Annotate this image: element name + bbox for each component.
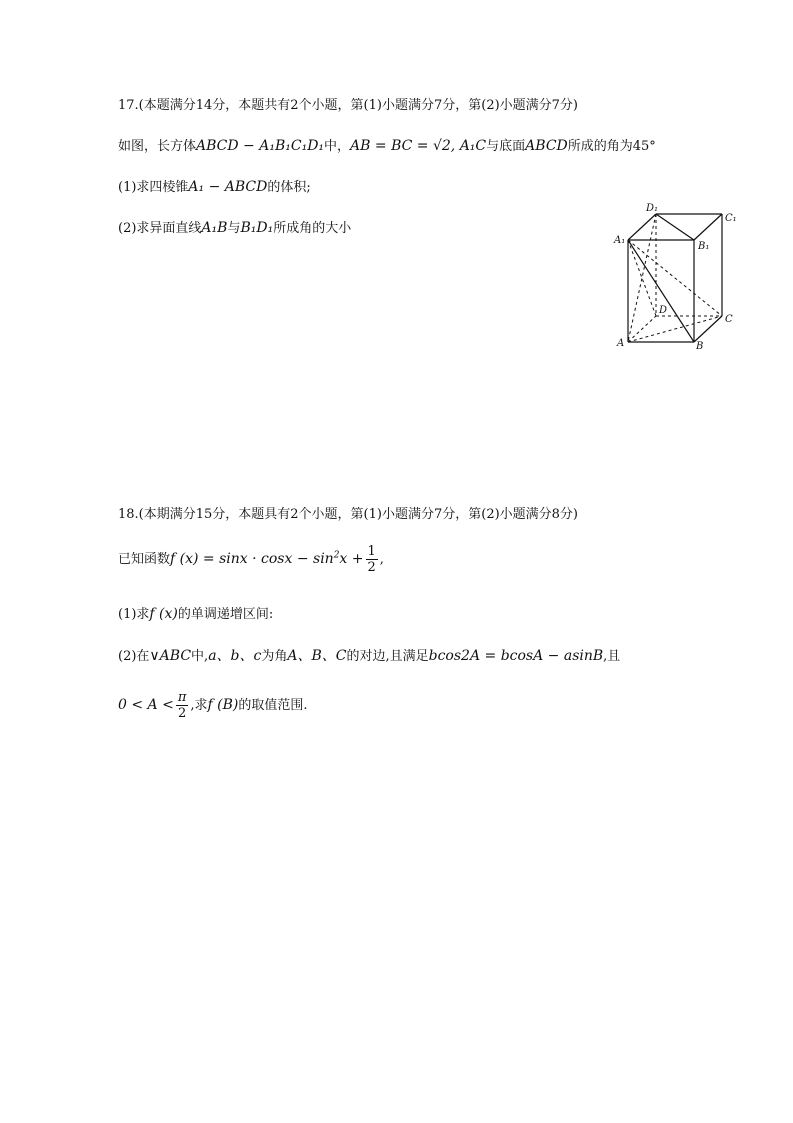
q18-p1-fx: f (x): [149, 606, 178, 622]
q18-p1-prefix: (1)求: [118, 607, 150, 622]
edge-a1-d1: [628, 214, 656, 240]
label-c: C: [725, 314, 733, 325]
q18-stem-fx: f (x) = sinx · cosx − sin: [170, 551, 334, 567]
q17-p2-prefix: (2)求异面直线: [118, 221, 202, 236]
q18-stem-square: 2: [333, 550, 340, 561]
q18-p3-fraction: [176, 690, 189, 721]
q18-p3-mid: ,求: [190, 698, 208, 713]
hidden-segment-d1-a: [628, 214, 656, 342]
q18-p3-inequality: 0 < A <: [118, 697, 174, 713]
segment-a1-b: [628, 240, 694, 342]
label-b: B: [696, 341, 704, 350]
q18-p2-angles: A、B、C: [287, 648, 347, 664]
q17-p2-suffix: 所成角的大小: [273, 221, 352, 236]
q17-part2: [118, 219, 351, 238]
q17-p2-mid: 与: [227, 221, 241, 236]
q17-p2-line2: B₁D₁: [240, 220, 274, 236]
q17-stem-base: ABCD: [525, 138, 568, 154]
q18-part2-cont: [118, 690, 308, 721]
q18-header: 18.(本期满分15分，本题具有2个小题，第(1)小题满分7分，第(2)小题满分8分): [118, 507, 579, 522]
q18-stem-end: ,: [379, 552, 384, 567]
q18-p2-mid1: 中,: [191, 649, 209, 664]
q17-stem-prefix: 如图，长方体: [118, 139, 197, 154]
q18-stem-fraction: [366, 544, 378, 575]
q18-part1: [118, 605, 273, 624]
q18-stem-numerator: 1: [367, 544, 376, 559]
q18-p3-end: 的取值范围.: [238, 698, 308, 713]
q18-p1-suffix: 的单调递增区间:: [177, 607, 274, 622]
q18-p2-mid2: 为角: [261, 649, 288, 664]
q18-stem-x: x +: [339, 551, 364, 567]
q17-p1-suffix: 的体积;: [267, 180, 311, 195]
q17-stem-mid: 中，: [324, 139, 351, 154]
q18-stem-denominator: 2: [367, 560, 376, 575]
q17-p1-prefix: (1)求四棱锥: [118, 180, 189, 195]
q18-p2-end: ,且: [603, 649, 621, 664]
q18-p2-mid3: 的对边,且满足: [346, 649, 429, 664]
q18-part2: [118, 647, 620, 666]
q18-p2-sides: a、b、c: [208, 648, 262, 664]
q18-p3-denominator: 2: [177, 706, 187, 721]
q18-p3-fb: f (B): [207, 697, 239, 713]
q18-p3-numerator: π: [177, 690, 187, 705]
label-a: A: [617, 338, 625, 349]
label-d: D: [659, 305, 668, 316]
edge-c1-b1: [694, 214, 722, 240]
label-a1: A₁: [614, 235, 626, 246]
q17-header: 17.(本题满分14分，本题共有2个小题，第(1)小题满分7分，第(2)小题满分7分): [118, 98, 579, 113]
label-b1: B₁: [698, 241, 710, 252]
q17-stem: [118, 137, 656, 156]
q17-stem-suffix: 与底面: [486, 139, 526, 154]
edge-b-c: [694, 316, 722, 342]
segment-b1-d1: [656, 214, 694, 240]
q18-stem: [118, 544, 384, 575]
q17-p2-line1: A₁B: [201, 220, 228, 236]
q18-p2-equation: bcos2A = bcosA − asinB: [428, 648, 604, 664]
q18-p2-prefix: (2)在: [118, 649, 150, 664]
cuboid-figure: [612, 200, 742, 350]
label-d1: D₁: [646, 203, 659, 214]
label-c1: C₁: [725, 213, 737, 224]
q18-p2-triangle: ∨ABC: [149, 648, 192, 664]
q17-p1-solid: A₁ − ABCD: [188, 179, 268, 195]
q17-part1: [118, 178, 311, 197]
q18-stem-prefix: 已知函数: [118, 552, 171, 567]
q17-stem-end: 所成的角为45°: [567, 139, 656, 154]
q17-stem-solid: ABCD − A₁B₁C₁D₁: [196, 138, 325, 154]
q17-stem-cond: AB = BC = √2, A₁C: [350, 138, 487, 154]
